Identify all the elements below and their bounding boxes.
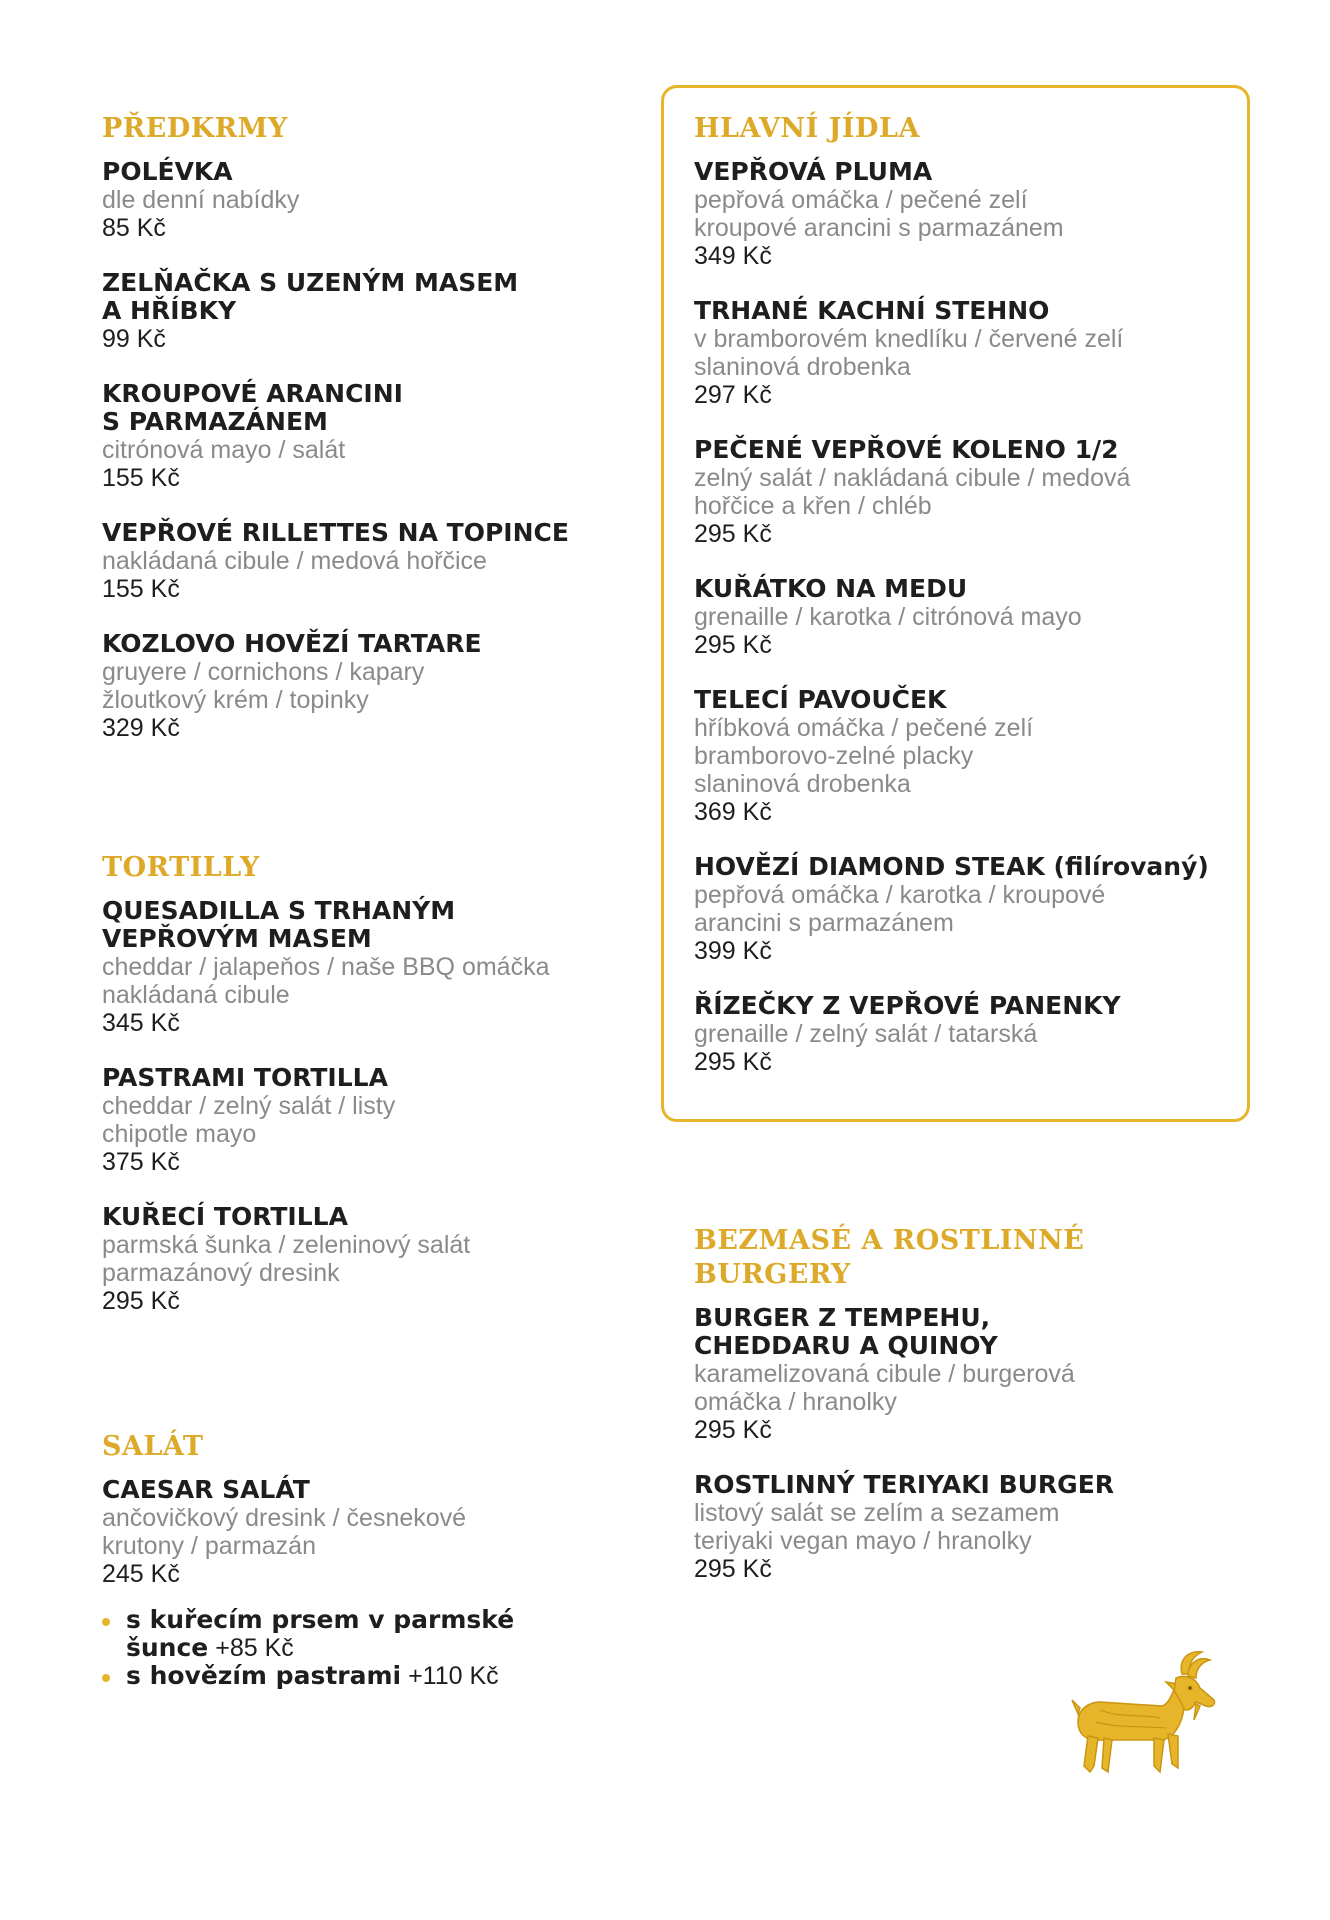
extra-item	[102, 1662, 642, 1690]
item-desc: grenaille / karotka / citrónová mayo	[694, 603, 1082, 631]
item-name: CHEDDARU A QUINOY	[694, 1331, 998, 1360]
item-desc: nakládaná cibule	[102, 981, 290, 1009]
item-desc: citrónová mayo / salát	[102, 436, 346, 464]
item-desc: omáčka / hranolky	[694, 1388, 897, 1416]
item-desc: listový salát se zelím a sezamem	[694, 1499, 1060, 1527]
item-name: VEPŘOVÉ RILLETTES NA TOPINCE	[102, 518, 569, 547]
item-desc: hříbková omáčka / pečené zelí	[694, 714, 1034, 742]
item-name: VEPŘOVÝM MASEM	[102, 924, 372, 953]
item-price: 295 Kč	[694, 1555, 772, 1583]
item-name: PASTRAMI TORTILLA	[102, 1063, 388, 1092]
right-column-bottom	[694, 1224, 1234, 1610]
item-name: ŘÍZEČKY Z VEPŘOVÉ PANENKY	[694, 991, 1121, 1020]
item-name: KROUPOVÉ ARANCINI	[102, 379, 403, 408]
item-name: KOZLOVO HOVĚZÍ TARTARE	[102, 629, 482, 658]
item-desc: krutony / parmazán	[102, 1532, 316, 1560]
goat-icon	[1070, 1648, 1222, 1776]
menu-item	[102, 380, 642, 492]
item-desc: gruyere / cornichons / kapary	[102, 658, 425, 686]
menu-item	[102, 1064, 642, 1176]
menu-item	[102, 1476, 642, 1588]
item-price: 349 Kč	[694, 242, 772, 270]
item-name: PEČENÉ VEPŘOVÉ KOLENO 1/2	[694, 435, 1119, 464]
item-desc: cheddar / jalapeňos / naše BBQ omáčka	[102, 953, 550, 981]
extra-name: s hovězím pastrami	[126, 1661, 402, 1690]
menu-item	[102, 269, 642, 353]
item-name: ZELŇAČKA S UZENÝM MASEM	[102, 268, 519, 297]
menu-item	[694, 1471, 1234, 1583]
item-price: 329 Kč	[102, 714, 180, 742]
item-desc: grenaille / zelný salát / tatarská	[694, 1020, 1038, 1048]
menu-item	[102, 630, 642, 742]
menu-item	[694, 853, 1234, 965]
item-name: A HŘÍBKY	[102, 296, 237, 325]
item-desc: v bramborovém knedlíku / červené zelí	[694, 325, 1124, 353]
item-name: KUŘÁTKO NA MEDU	[694, 574, 968, 603]
menu-item	[102, 897, 642, 1037]
item-name: TRHANÉ KACHNÍ STEHNO	[694, 296, 1050, 325]
item-desc: žloutkový krém / topinky	[102, 686, 369, 714]
item-name: BURGER Z TEMPEHU,	[694, 1303, 991, 1332]
extra-name: s kuřecím prsem v parmské	[126, 1605, 515, 1634]
menu-item	[694, 436, 1234, 548]
menu-item	[694, 1304, 1234, 1444]
item-price: 295 Kč	[694, 631, 772, 659]
item-name: HOVĚZÍ DIAMOND STEAK (filírovaný)	[694, 852, 1209, 881]
menu-item	[694, 575, 1234, 659]
item-price: 399 Kč	[694, 937, 772, 965]
item-desc: parmazánový dresink	[102, 1259, 340, 1287]
right-column-top	[694, 112, 1234, 1103]
extra-price: +85 Kč	[215, 1634, 294, 1662]
item-desc: hořčice a křen / chléb	[694, 492, 932, 520]
item-name: KUŘECÍ TORTILLA	[102, 1202, 348, 1231]
item-desc: kroupové arancini s parmazánem	[694, 214, 1064, 242]
item-desc: bramborovo-zelné placky	[694, 742, 974, 770]
item-name: TELECÍ PAVOUČEK	[694, 685, 947, 714]
item-desc: slaninová drobenka	[694, 770, 911, 798]
item-name: VEPŘOVÁ PLUMA	[694, 157, 933, 186]
item-price: 85 Kč	[102, 214, 166, 242]
item-price: 375 Kč	[102, 1148, 180, 1176]
item-price: 295 Kč	[694, 1416, 772, 1444]
section-title-hlavni: HLAVNÍ JÍDLA	[694, 113, 920, 144]
item-name: ROSTLINNÝ TERIYAKI BURGER	[694, 1470, 1115, 1499]
extra-item	[102, 1606, 642, 1662]
item-desc: chipotle mayo	[102, 1120, 257, 1148]
item-desc: slaninová drobenka	[694, 353, 911, 381]
item-desc: teriyaki vegan mayo / hranolky	[694, 1527, 1032, 1555]
item-price: 155 Kč	[102, 575, 180, 603]
item-name: POLÉVKA	[102, 157, 233, 186]
menu-item	[694, 992, 1234, 1076]
menu-item	[694, 686, 1234, 826]
item-price: 369 Kč	[694, 798, 772, 826]
section-title-salat: SALÁT	[102, 1431, 204, 1462]
item-desc: karamelizovaná cibule / burgerová	[694, 1360, 1075, 1388]
menu-item	[694, 158, 1234, 270]
item-price: 295 Kč	[694, 520, 772, 548]
extras-list	[102, 1606, 642, 1690]
item-desc: nakládaná cibule / medová hořčice	[102, 547, 487, 575]
item-price: 245 Kč	[102, 1560, 180, 1588]
menu-item	[102, 1203, 642, 1315]
item-price: 297 Kč	[694, 381, 772, 409]
item-name: CAESAR SALÁT	[102, 1475, 310, 1504]
menu-item	[102, 158, 642, 242]
section-title-tortilly: TORTILLY	[102, 852, 260, 883]
item-desc: cheddar / zelný salát / listy	[102, 1092, 396, 1120]
menu-item	[102, 519, 642, 603]
item-desc: ančovičkový dresink / česnekové	[102, 1504, 467, 1532]
item-price: 155 Kč	[102, 464, 180, 492]
item-desc: pepřová omáčka / karotka / kroupové	[694, 881, 1106, 909]
item-price: 345 Kč	[102, 1009, 180, 1037]
item-desc: arancini s parmazánem	[694, 909, 954, 937]
menu-item	[694, 297, 1234, 409]
item-price: 99 Kč	[102, 325, 166, 353]
item-price: 295 Kč	[102, 1287, 180, 1315]
item-name: QUESADILLA S TRHANÝM	[102, 896, 456, 925]
extra-name: šunce	[126, 1633, 209, 1662]
item-name: S PARMAZÁNEM	[102, 407, 328, 436]
extra-price: +110 Kč	[408, 1662, 499, 1690]
section-title-burgery: BEZMASÉ A ROSTLINNÉ BURGERY	[694, 1225, 1085, 1290]
section-title-predkrmy: PŘEDKRMY	[102, 113, 288, 144]
left-column	[102, 112, 642, 1690]
item-desc: zelný salát / nakládaná cibule / medová	[694, 464, 1131, 492]
item-price: 295 Kč	[694, 1048, 772, 1076]
item-desc: pepřová omáčka / pečené zelí	[694, 186, 1028, 214]
item-desc: parmská šunka / zeleninový salát	[102, 1231, 471, 1259]
item-desc: dle denní nabídky	[102, 186, 300, 214]
